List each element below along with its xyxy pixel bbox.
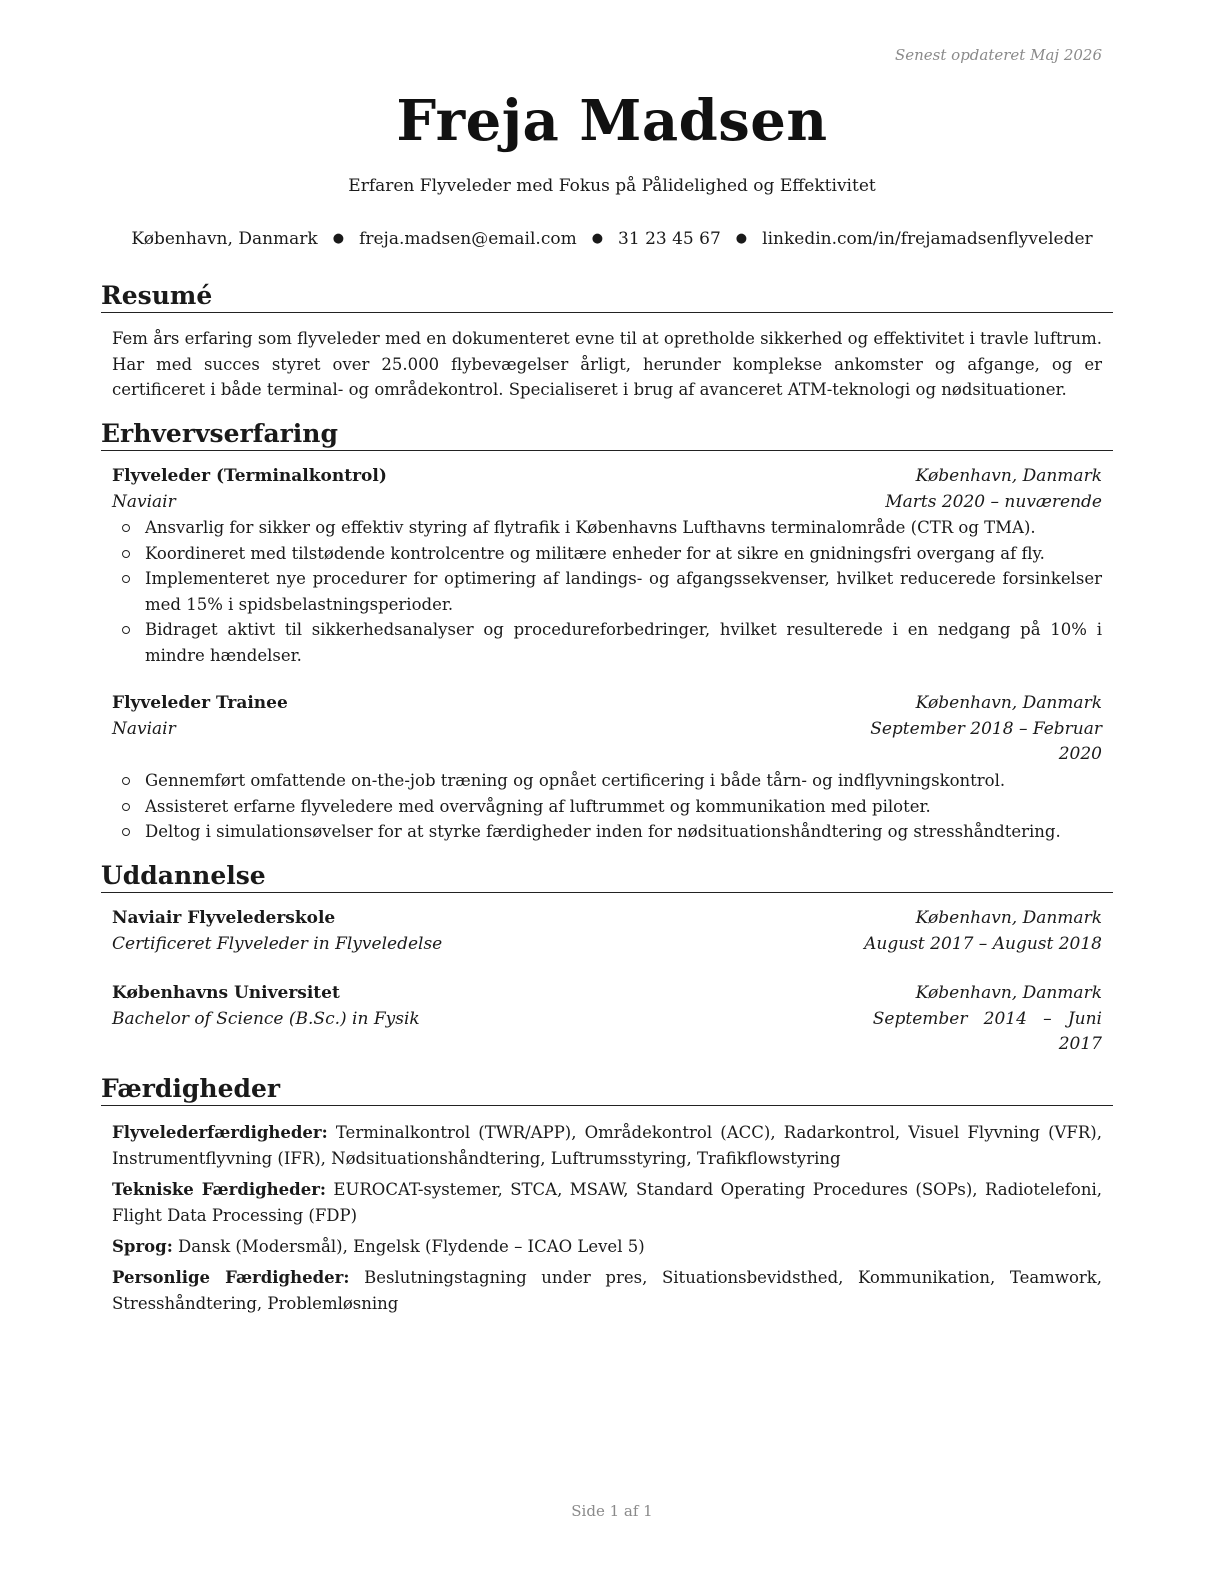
job-location: København, Danmark <box>915 466 1102 486</box>
skill-text: Beslutningstagning under pres, Situationsbevidsthed, Kommunikation, Teamwork, Stresshåndtering, Problemløsning <box>112 1268 1103 1313</box>
section-title-education: Uddannelse <box>101 860 1113 893</box>
section-title-skills: Færdigheder <box>101 1073 1113 1106</box>
education-school: Københavns Universitet <box>112 983 340 1003</box>
education-degree: Certificeret Flyveleder in Flyveledelse <box>112 934 443 954</box>
circle-bullet-icon <box>122 828 130 836</box>
job-company: Naviair <box>112 719 176 739</box>
skill-group <box>112 1265 1102 1316</box>
skill-text: Dansk (Modersmål), Engelsk (Flydende – ICAO Level 5) <box>178 1237 645 1256</box>
job-company: Naviair <box>112 492 176 512</box>
contact-email[interactable]: freja.madsen@email.com <box>359 229 577 249</box>
job-dates: Marts 2020 – nuværende <box>885 492 1102 512</box>
list-item: Deltog i simulationsøvelser for at styrke færdigheder inden for nødsituationshåndtering og stresshåndtering. <box>112 819 1102 845</box>
bullet-separator-icon: ● <box>591 231 604 246</box>
last-updated: Senest opdateret Maj 2026 <box>894 46 1102 64</box>
job-bullets <box>112 768 1102 845</box>
circle-bullet-icon <box>122 550 130 558</box>
headline: Erfaren Flyveleder med Fokus på Pålidelighed og Effektivitet <box>348 176 876 196</box>
list-item: Implementeret nye procedurer for optimering af landings- og afgangssekvenser, hvilket reducerede forsinkelser med 15% i spidsbelastningsperioder. <box>112 566 1102 617</box>
education-dates: September 2014 – Juni <box>872 1009 1102 1029</box>
skill-group <box>112 1234 1102 1260</box>
skill-group <box>112 1120 1102 1171</box>
job-dates-year: 2020 <box>1058 744 1102 764</box>
list-item: Gennemført omfattende on-the-job træning og opnået certificering i både tårn- og indflyvningskontrol. <box>112 768 1102 794</box>
education-dates: August 2017 – August 2018 <box>864 934 1102 954</box>
list-item: Ansvarlig for sikker og effektiv styring af flytrafik i Københavns Lufthavns terminalområde (CTR og TMA). <box>112 515 1102 541</box>
section-title-summary: Resumé <box>101 280 1113 313</box>
education-dates-year: 2017 <box>1058 1034 1102 1054</box>
circle-bullet-icon <box>122 575 130 583</box>
education-school: Naviair Flyvelederskole <box>112 908 336 928</box>
education-location: København, Danmark <box>915 983 1102 1003</box>
education-degree: Bachelor of Science (B.Sc.) in Fysik <box>112 1009 420 1029</box>
circle-bullet-icon <box>122 524 130 532</box>
skill-label: Tekniske Færdigheder: <box>112 1180 326 1199</box>
skill-group <box>112 1177 1102 1228</box>
education-location: København, Danmark <box>915 908 1102 928</box>
circle-bullet-icon <box>122 803 130 811</box>
summary-text: Fem års erfaring som flyveleder med en dokumenteret evne til at opretholde sikkerhed og effektivitet i travle luftrum. Har med succes styret over 25.000 flybevægelser årligt, herunder komplekse ankomster og afgange, og er certificeret i både terminal- og områdekontrol. Specialiseret i brug af avanceret ATM-teknologi og nødsituationer. <box>112 329 1102 399</box>
skill-label: Personlige Færdigheder: <box>112 1268 350 1287</box>
bullet-separator-icon: ● <box>332 231 345 246</box>
candidate-name: Freja Madsen <box>396 88 828 154</box>
skill-text: Terminalkontrol (TWR/APP), Områdekontrol (ACC), Radarkontrol, Visuel Flyvning (VFR), Instrumentflyvning (IFR), Nødsituationshåndtering, Luftrumsstyring, Trafikflowstyring <box>112 1123 1102 1168</box>
list-item: Assisteret erfarne flyveledere med overvågning af luftrummet og kommunikation med piloter. <box>112 794 1102 820</box>
skill-text: EUROCAT-systemer, STCA, MSAW, Standard Operating Procedures (SOPs), Radiotelefoni, Flight Data Processing (FDP) <box>112 1180 1102 1225</box>
contact-location: København, Danmark <box>131 229 318 249</box>
list-item: Bidraget aktivt til sikkerhedsanalyser og procedureforbedringer, hvilket resulterede i en nedgang på 10% i mindre hændelser. <box>112 617 1102 668</box>
job-role: Flyveleder (Terminalkontrol) <box>112 466 387 486</box>
skill-label: Flyvelederfærdigheder: <box>112 1123 328 1142</box>
circle-bullet-icon <box>122 777 130 785</box>
page-number: Side 1 af 1 <box>571 1502 653 1520</box>
job-role: Flyveleder Trainee <box>112 693 288 713</box>
bullet-separator-icon: ● <box>735 231 748 246</box>
job-location: København, Danmark <box>915 693 1102 713</box>
contact-linkedin[interactable]: linkedin.com/in/frejamadsenflyveleder <box>762 229 1093 249</box>
list-item: Koordineret med tilstødende kontrolcentre og militære enheder for at sikre en gnidningsfri overgang af fly. <box>112 541 1102 567</box>
section-title-experience: Erhvervserfaring <box>101 418 1113 451</box>
skill-label: Sprog: <box>112 1237 173 1256</box>
contact-phone: 31 23 45 67 <box>618 229 721 249</box>
circle-bullet-icon <box>122 626 130 634</box>
job-bullets <box>112 515 1102 668</box>
job-dates: September 2018 – Februar <box>870 719 1102 739</box>
contact-line <box>0 229 1224 249</box>
